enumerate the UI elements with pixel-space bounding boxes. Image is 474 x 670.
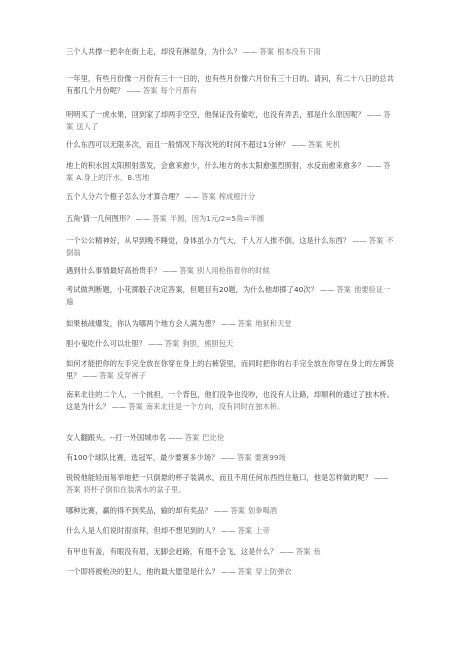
answer-text: 根本没有下雨 [277,47,321,56]
answer-text: 不倒翁 [66,236,394,258]
separator: —— [291,140,306,149]
separator: —— [135,214,151,223]
question-text: 如何才能把你的左手完全放在你穿在身上的右裤袋里，而同时把你的右手完全放在你穿在身上的左裤袋里？ [66,359,394,381]
separator: —— [126,86,141,96]
qa-item [66,191,396,203]
answer-text: 上帝 [255,526,270,535]
separator: —— [82,371,98,381]
qa-item [66,358,396,382]
answer-text: 送人了 [76,122,99,132]
separator: —— [366,161,382,170]
separator: —— [220,453,236,462]
answer-label: 答案 [66,485,81,495]
question-text: 三个人共撑一把伞在街上走，却没有淋湿身，为什么？ [66,47,241,56]
answer-label: 答案 [142,86,158,96]
separator: —— [162,266,178,275]
qa-item [66,318,396,330]
answer-label: 答案 [368,236,384,245]
qa-item [66,213,396,225]
answer-label: 答案 [230,506,245,515]
answer-text: 巴比伦 [202,433,225,442]
separator: —— [184,192,200,201]
separator: —— [111,402,127,412]
answer-label: 答案 [179,266,194,275]
qa-item [66,546,396,558]
separator: —— [168,433,183,442]
question-text: 明明买了一虎水果，回到家了却两手空空，他保证没有偷吃，也没有弄丢，那是什么原因呢？ [66,110,365,119]
answer-text: 鱼 [313,547,321,556]
separator: —— [221,567,236,576]
question-text: 地上的积水因太阳照射蒸发，会愈来愈少，什么地方的水太阳愈强烈照射，水反而愈来愈多？ [66,161,365,170]
question-text: 如果核战爆发，你认为哪两个地方会人满为患？ [66,319,220,328]
question-text: 一个公公精神好，从早到晚不睡觉，身体虽小力气大，千人万人推不倒，这是什么东西？ [66,236,351,245]
answer-text: 狗胆，熊胆包天 [182,339,234,348]
answer-label: 答案 [237,567,253,576]
qa-item [66,139,396,151]
qa-item [66,566,396,578]
answer-label: 答案 [307,140,323,149]
answer-label: 答案 [259,47,275,56]
answer-text: 死机 [325,140,341,149]
answer-label: 答案 [184,433,200,442]
separator: —— [242,47,258,56]
qa-item [66,284,396,308]
question-text: 五个人分六个橙子怎么分才算合理？ [66,192,183,201]
qa-item [66,46,396,58]
qa-item [66,505,396,517]
answer-label: 答案 [152,214,167,223]
answer-text: A.身上的汗水，B.雪地 [76,173,150,183]
answer-text: 南来北往是一个方向，没有同时在独木桥。 [145,402,285,412]
separator: —— [319,285,335,294]
qa-item [66,389,396,413]
question-text: 什么东西可以无限多次，而且一般情况下每次死的时间不超过1分钟？ [66,140,290,149]
answer-text: 反穿裤子 [116,371,146,381]
question-text: 锐锐他能轻而易举地把一只倒悬的杯子装满水，而且不用任何东西挡住瓶口，他是怎样做的呢？ [66,473,373,482]
question-text: 五角'猜一几何图形？ [66,214,134,223]
separator: —— [221,526,236,535]
answer-label: 答案 [237,526,253,535]
answer-text: 穿上防弹衣 [255,567,292,576]
answer-label: 答案 [237,453,252,462]
answer-text: 半圆，因为1元/2=5角=半圆 [169,214,265,223]
separator: —— [221,319,236,328]
answer-label: 答案 [66,161,391,183]
answer-text: 划拳喝酒 [247,506,278,515]
qa-item [66,432,396,444]
answer-label: 答案 [66,110,391,132]
answer-label: 答案 [164,339,180,348]
separator: —— [366,110,382,119]
question-text: 遇到什么事情最好高抬贵手？ [66,266,161,275]
qa-item [66,235,396,259]
separator: —— [352,236,367,245]
question-text: 哪种比赛，赢的得不到奖品，输的却有奖品？ [66,506,212,515]
question-text: 一个即将被枪决的犯人，他的最大愿望是什么？ [66,567,220,576]
question-text: 什么人是人们说时很崇拜，但却不想见到的人？ [66,526,220,535]
qa-item [66,109,396,133]
answer-text: 每个月都有 [160,86,197,96]
answer-text: 将杯子倒扣在装满水的盆子里。 [83,485,186,495]
question-text: 胆小鬼吃什么可以壮胆？ [66,339,147,348]
qa-item [66,452,396,464]
answer-text: 要赛99场 [254,453,286,462]
answer-label: 答案 [201,192,216,201]
separator: —— [213,506,229,515]
answer-text: 地狱和天堂 [255,319,292,328]
answer-text: 榨成橙汁分 [218,192,256,201]
answer-label: 答案 [128,402,143,412]
answer-text: 他要验证一遍 [66,285,391,307]
question-text: 有100个球队比赛，选冠军，最少要赛多少场？ [66,453,219,462]
separator: —— [374,473,389,482]
qa-item [66,265,396,277]
question-text: 一年里，有些月份像一月份有三十一日的，也有些月份像六月份有三十日的。请问，有二十八日的总共有那几个月份呢？ [66,74,394,96]
answer-label: 答案 [237,319,253,328]
separator: —— [148,339,163,348]
separator: —— [279,547,294,556]
question-text: 南来北往的二个人，一个挑担，一个背包，他们没争也没吵，也没有人让路，却顺利的通过了独木桥。这是为什么？ [66,390,394,412]
answer-label: 答案 [336,285,352,294]
question-text: 女人翻跟头。--打一外国城市名 [66,433,167,442]
qa-item [66,525,396,537]
answer-label: 答案 [99,371,114,381]
qa-item [66,472,396,496]
question-text: 有甲也有盖，有眼没有眉，无脚会赶路，有翅不会飞，这是什么？ [66,547,278,556]
answer-label: 答案 [295,547,311,556]
qa-item [66,338,396,350]
qa-item [66,73,396,97]
question-text: 考试做判断题，小花掷骰子决定答案，但题目有20题，为什么他却掷了40次？ [66,285,318,294]
answer-text: 别人用枪指着你的时候 [196,266,270,275]
qa-item [66,160,396,184]
